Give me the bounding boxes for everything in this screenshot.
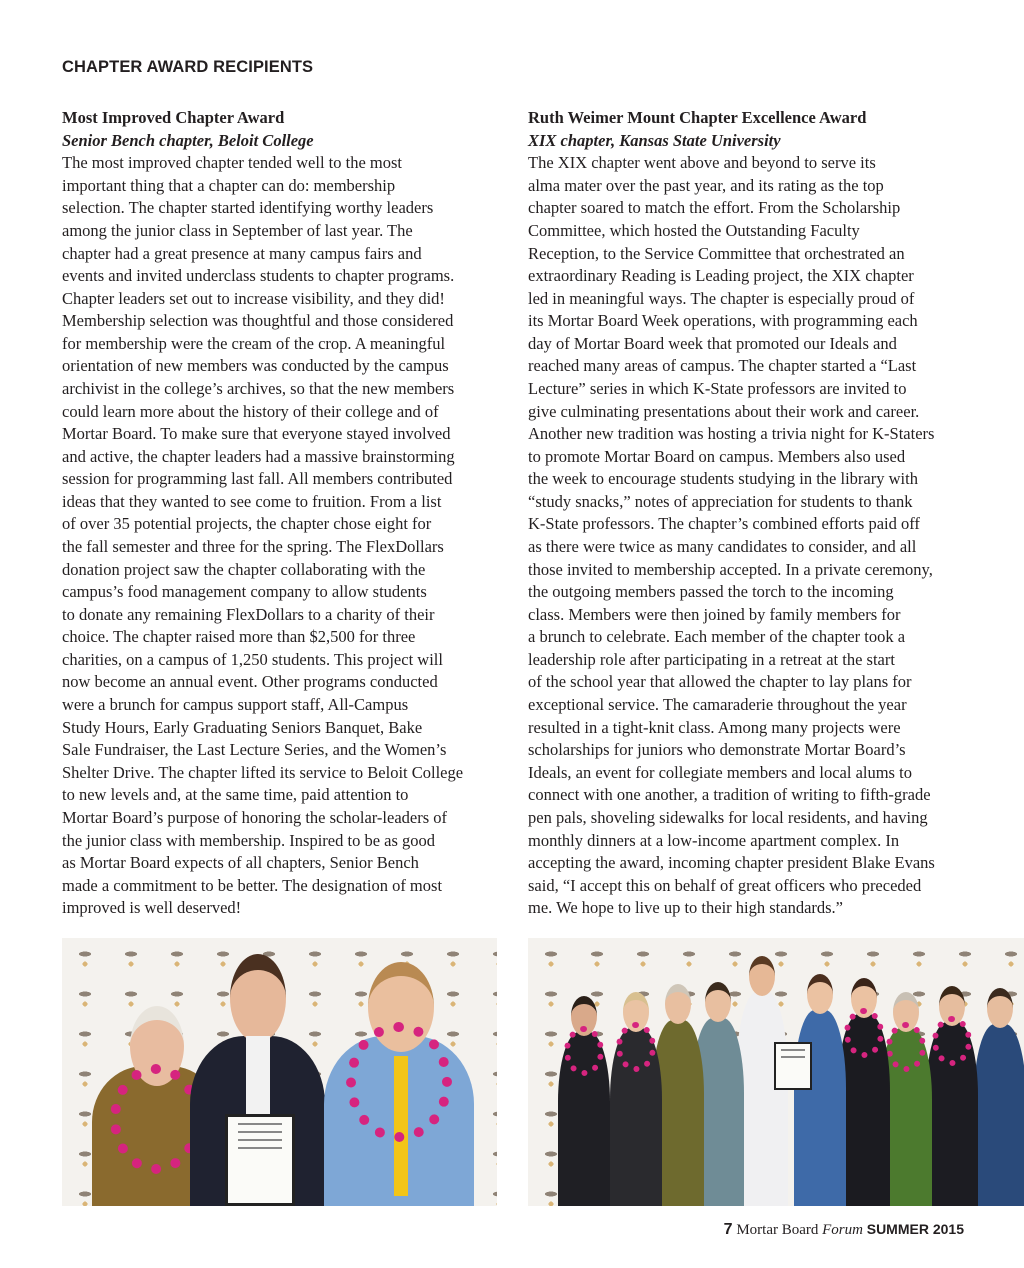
- body-line: The XIX chapter went above and beyond to serve its: [528, 153, 876, 173]
- body-line: Another new tradition was hosting a trivia night for K-Staters: [528, 424, 935, 444]
- body-line: selection. The chapter started identifying worthy leaders: [62, 198, 434, 218]
- body-line: chapter soared to match the effort. From the Scholarship: [528, 198, 901, 218]
- page-footer: [724, 1221, 964, 1239]
- body-line: reached many areas of campus. The chapter started a “Last: [528, 356, 917, 376]
- article-body: [528, 152, 968, 920]
- person: [794, 974, 846, 1206]
- body-line: Mortar Board’s purpose of honoring the scholar-leaders of: [62, 807, 448, 827]
- body-line: the outgoing members passed the torch to the incoming: [528, 582, 894, 602]
- body-line: leadership role after participating in a retreat at the start: [528, 649, 895, 669]
- body-line: could learn more about the history of their college and of: [62, 401, 439, 421]
- most-improved-article: [62, 107, 502, 920]
- publication-name-italic: Forum: [822, 1222, 863, 1238]
- body-line: me. We hope to live up to their high standards.”: [528, 898, 844, 918]
- award-certificate: [774, 1042, 812, 1090]
- body-line: monthly dinners at a low-income apartment complex. In: [528, 830, 900, 850]
- body-line: archivist in the college’s archives, so that the new members: [62, 378, 455, 398]
- body-line: its Mortar Board Week operations, with programming each: [528, 311, 918, 331]
- body-line: alma mater over the past year, and its rating as the top: [528, 175, 884, 195]
- body-line: those invited to membership accepted. In a private ceremony,: [528, 559, 933, 579]
- body-line: improved is well deserved!: [62, 898, 242, 918]
- person: [974, 988, 1024, 1206]
- body-line: orientation of new members was conducted by the campus: [62, 356, 449, 376]
- body-line: extraordinary Reading is Leading project, the XIX chapter: [528, 266, 914, 286]
- article-body: [62, 152, 502, 920]
- body-line: now become an annual event. Other programs conducted: [62, 672, 438, 692]
- body-line: of the school year that allowed the chapter to lay plans for: [528, 672, 912, 692]
- body-line: to donate any remaining FlexDollars to a charity of their: [62, 604, 435, 624]
- page-number: 7: [723, 1221, 733, 1238]
- body-line: important thing that a chapter can do: membership: [62, 175, 396, 195]
- body-line: give culminating presentations about their work and career.: [528, 401, 920, 421]
- senior-bench-photo: [62, 938, 497, 1206]
- body-line: as there were twice as many candidates to consider, and all: [528, 537, 917, 557]
- body-line: scholarships for juniors who demonstrate Mortar Board’s: [528, 740, 906, 760]
- body-line: of over 35 potential projects, the chapter chose eight for: [62, 514, 432, 534]
- issue-label: SUMMER 2015: [866, 1221, 964, 1237]
- body-line: for membership were the cream of the crop. A meaningful: [62, 333, 446, 353]
- body-line: made a commitment to be better. The designation of most: [62, 875, 443, 895]
- body-line: class. Members were then joined by family members for: [528, 604, 901, 624]
- body-line: accepting the award, incoming chapter president Blake Evans: [528, 853, 935, 873]
- body-line: Chapter leaders set out to increase visibility, and they did!: [62, 288, 445, 308]
- body-line: donation project saw the chapter collaborating with the: [62, 559, 426, 579]
- body-line: exceptional service. The camaraderie throughout the year: [528, 695, 907, 715]
- body-line: events and invited underclass students to chapter programs.: [62, 266, 455, 286]
- award-certificate: [225, 1114, 295, 1206]
- award-subtitle: XIX chapter, Kansas State University: [528, 130, 781, 150]
- body-line: Shelter Drive. The chapter lifted its service to Beloit College: [62, 762, 464, 782]
- body-line: and active, the chapter leaders had a massive brainstorming: [62, 446, 455, 466]
- body-line: day of Mortar Board week that promoted our Ideals and: [528, 333, 897, 353]
- person: [558, 996, 610, 1206]
- body-line: Mortar Board. To make sure that everyone stayed involved: [62, 424, 451, 444]
- body-line: K-State professors. The chapter’s combined efforts paid off: [528, 514, 920, 534]
- body-line: Ideals, an event for collegiate members and local alums to: [528, 762, 912, 782]
- body-line: The most improved chapter tended well to the most: [62, 153, 402, 173]
- body-line: pen pals, shoveling sidewalks for local residents, and having: [528, 807, 928, 827]
- section-title: CHAPTER AWARD RECIPIENTS: [62, 58, 314, 76]
- body-line: the fall semester and three for the spring. The FlexDollars: [62, 537, 444, 557]
- body-line: to promote Mortar Board on campus. Members also used: [528, 446, 906, 466]
- body-line: the week to encourage students studying in the library with: [528, 469, 918, 489]
- xix-chapter-photo: [528, 938, 1024, 1206]
- body-line: Committee, which hosted the Outstanding Faculty: [528, 220, 860, 240]
- body-line: said, “I accept this on behalf of great officers who preceded: [528, 875, 922, 895]
- body-line: a brunch to celebrate. Each member of the chapter took a: [528, 627, 906, 647]
- person: [926, 986, 978, 1206]
- person: [324, 962, 474, 1206]
- body-line: led in meaningful ways. The chapter is especially proud of: [528, 288, 915, 308]
- award-title: Ruth Weimer Mount Chapter Excellence Award: [528, 108, 867, 127]
- body-line: connect with one another, a tradition of writing to fifth-grade: [528, 785, 931, 805]
- body-line: resulted in a tight-knit class. Among many projects were: [528, 717, 901, 737]
- body-line: campus’s food management company to allow students: [62, 582, 427, 602]
- award-subtitle: Senior Bench chapter, Beloit College: [62, 130, 314, 150]
- body-line: as Mortar Board expects of all chapters, Senior Bench: [62, 853, 419, 873]
- body-line: chapter had a great presence at many campus fairs and: [62, 243, 422, 263]
- body-line: Reception, to the Service Committee that orchestrated an: [528, 243, 905, 263]
- chapter-excellence-article: [528, 107, 968, 920]
- body-line: were a brunch for campus support staff, All-Campus: [62, 695, 409, 715]
- person: [610, 992, 662, 1206]
- body-line: Lecture” series in which K-State professors are invited to: [528, 378, 907, 398]
- body-line: charities, on a campus of 1,250 students. This project will: [62, 649, 443, 669]
- body-line: Sale Fundraiser, the Last Lecture Series, and the Women’s: [62, 740, 447, 760]
- body-line: ideas that they wanted to see come to fruition. From a list: [62, 491, 442, 511]
- body-line: “study snacks,” notes of appreciation for students to thank: [528, 491, 913, 511]
- body-line: session for programming last fall. All members contributed: [62, 469, 453, 489]
- body-line: Study Hours, Early Graduating Seniors Banquet, Bake: [62, 717, 423, 737]
- body-line: Membership selection was thoughtful and those considered: [62, 311, 454, 331]
- body-line: to new levels and, at the same time, paid attention to: [62, 785, 409, 805]
- publication-name: Mortar Board: [736, 1222, 819, 1238]
- body-line: the junior class with membership. Inspired to be as good: [62, 830, 436, 850]
- body-line: among the junior class in September of last year. The: [62, 220, 413, 240]
- award-title: Most Improved Chapter Award: [62, 108, 285, 127]
- body-line: choice. The chapter raised more than $2,500 for three: [62, 627, 416, 647]
